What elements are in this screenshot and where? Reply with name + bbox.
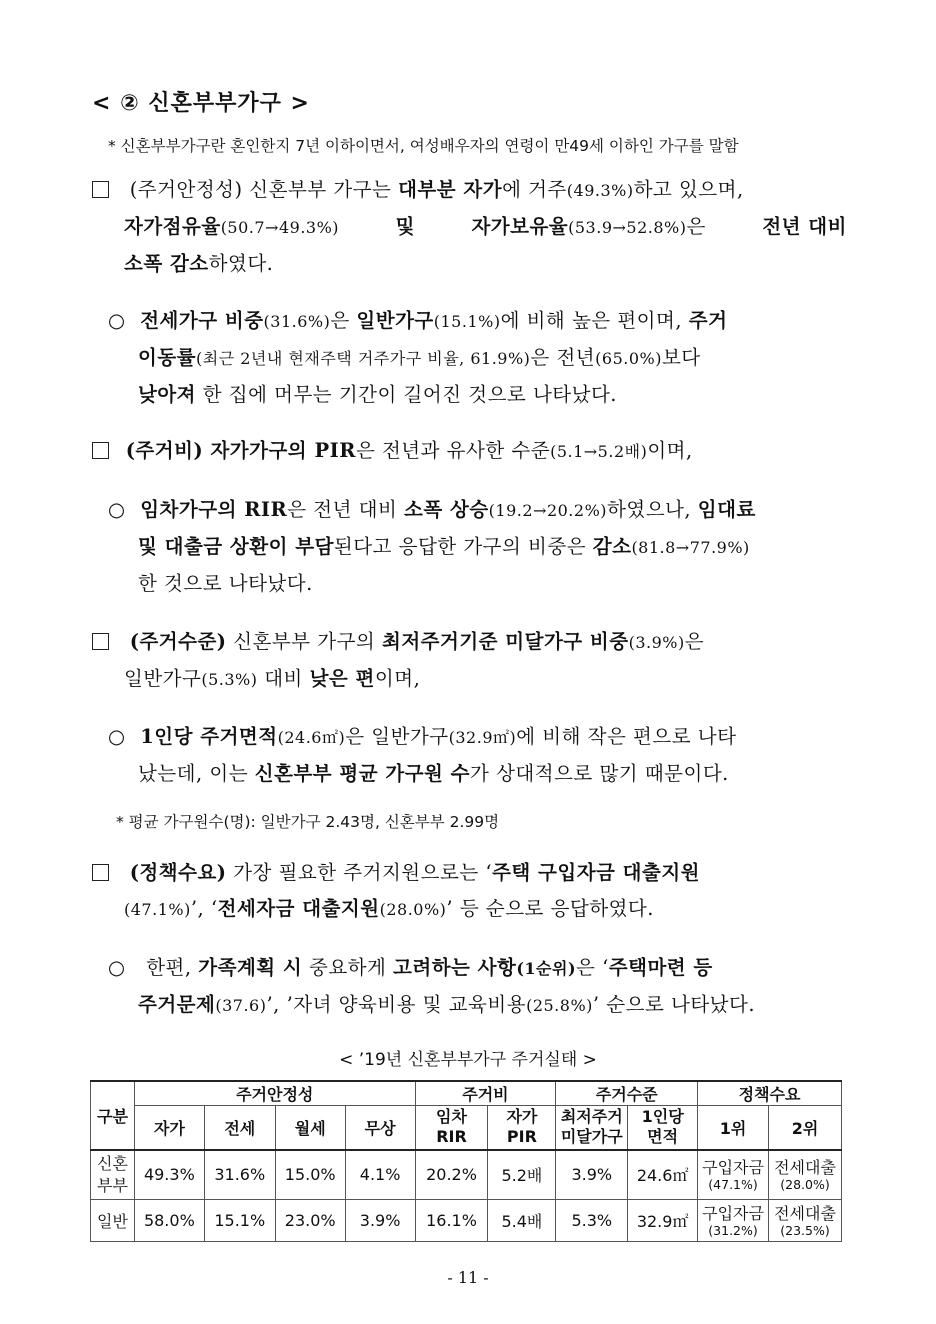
header-pir: 자가 PIR [488, 1106, 556, 1150]
table-caption: < ’19년 신혼부부가구 주거실태 > [339, 1050, 597, 1070]
circle-bullet-icon: ○ [108, 309, 126, 332]
table-row [91, 1150, 842, 1200]
table-cell: 전세대출 (28.0%) [769, 1150, 842, 1200]
table-row [91, 1200, 842, 1242]
table-cell: 20.2% [415, 1150, 488, 1200]
definition-note: * 신혼부부가구란 혼인한지 7년 이하이면서, 여성배우자의 연령이 만49세 이하인 가구를 말함 [108, 137, 739, 155]
checkbox-bullet-icon [92, 181, 109, 198]
header-monthly-rent: 월세 [275, 1106, 345, 1150]
table-cell: 15.1% [204, 1200, 275, 1242]
header-jeonse: 전세 [204, 1106, 275, 1150]
paragraph-stability-detail: ○ 전세가구 비중(31.6%)은 일반가구(15.1%)에 비해 높은 편이며, 주거 이동률(최근 2년내 현재주택 거주가구 비율, 61.9%)은 전년(65.0%)보다 낮아져 한 집에 머무는 기간이 길어진 것으로 나타났다. [108, 309, 728, 406]
row-label-general: 일반 [91, 1200, 135, 1242]
header-min-standard: 최저주거 미달가구 [556, 1106, 628, 1150]
table-cell: 3.9% [345, 1200, 415, 1242]
circle-bullet-icon: ○ [108, 498, 126, 521]
checkbox-bullet-icon [92, 442, 109, 459]
table-cell: 전세대출 (23.5%) [769, 1200, 842, 1242]
paragraph-policy: (정책수요) 가장 필요한 주거지원으로는 ‘주택 구입자금 대출지원 (47.1%)’, ‘전세자금 대출지원(28.0%)’ 등 순으로 응답하였다. [92, 855, 847, 928]
header-stability: 주거안정성 [134, 1081, 415, 1106]
table-cell: 3.9% [556, 1150, 628, 1200]
header-own: 자가 [134, 1106, 204, 1150]
header-policy: 정책수요 [698, 1081, 842, 1106]
circle-bullet-icon: ○ [108, 956, 126, 979]
table-cell: 15.0% [275, 1150, 345, 1200]
header-category: 구분 [91, 1081, 135, 1150]
paragraph-level: (주거수준) 신혼부부 가구의 최저주거기준 미달가구 비중(3.9%)은 일반가구(5.3%) 대비 낮은 편이며, [92, 624, 847, 698]
table-cell: 16.1% [415, 1200, 488, 1242]
table-cell: 24.6㎡ [628, 1150, 698, 1200]
table-cell: 5.4배 [488, 1200, 556, 1242]
section-title: < ② 신혼부부가구 > [92, 91, 310, 116]
table-cell: 32.9㎡ [628, 1200, 698, 1242]
table-cell: 5.3% [556, 1200, 628, 1242]
housing-status-table [90, 1080, 842, 1242]
header-area: 1인당 면적 [628, 1106, 698, 1150]
table-cell: 5.2배 [488, 1150, 556, 1200]
paragraph-cost: (주거비) 자가가구의 PIR은 전년과 유사한 수준(5.1→5.2배)이며, [92, 433, 847, 470]
table-cell: 31.6% [204, 1150, 275, 1200]
table-cell: 구입자금 (47.1%) [698, 1150, 769, 1200]
household-size-note: * 평균 가구원수(명): 일반가구 2.43명, 신혼부부 2.99명 [116, 813, 500, 831]
header-rir: 임차 RIR [415, 1106, 488, 1150]
table-cell: 49.3% [134, 1150, 204, 1200]
paragraph-cost-detail: ○ 임차가구의 RIR은 전년 대비 소폭 상승(19.2→20.2%)하였으나, 임대료 및 대출금 상환이 부담된다고 응답한 가구의 비중은 감소(81.8→77.9%) 한 것으로 나타났다. [108, 498, 756, 595]
checkbox-bullet-icon [92, 864, 109, 881]
header-cost: 주거비 [415, 1081, 556, 1106]
header-level: 주거수준 [556, 1081, 698, 1106]
checkbox-bullet-icon [92, 633, 109, 650]
page-number: - 11 - [447, 1268, 489, 1287]
table-cell: 구입자금 (31.2%) [698, 1200, 769, 1242]
table-cell: 4.1% [345, 1150, 415, 1200]
paragraph-level-detail: ○ 1인당 주거면적(24.6㎡)은 일반가구(32.9㎡)에 비해 작은 편으로 나타 났는데, 이는 신혼부부 평균 가구원 수가 상대적으로 많기 때문이다. [108, 725, 737, 785]
header-free: 무상 [345, 1106, 415, 1150]
table-cell: 23.0% [275, 1200, 345, 1242]
paragraph-policy-detail: ○ 한편, 가족계획 시 중요하게 고려하는 사항(1순위)은 ‘주택마련 등 주거문제(37.6)’, ’자녀 양육비용 및 교육비용(25.8%)’ 순으로 나타났다. [108, 956, 756, 1016]
header-rank1: 1위 [698, 1106, 769, 1150]
row-label-newlywed: 신혼 부부 [91, 1150, 135, 1200]
circle-bullet-icon: ○ [108, 725, 126, 748]
paragraph-stability: (주거안정성) 신혼부부 가구는 대부분 자가에 거주(49.3%)하고 있으며, 자가점유율(50.7→49.3%) 및 자가보유율(53.9→52.8%)은 전년 대비 소폭 감소하였다. [92, 172, 847, 282]
table-cell: 58.0% [134, 1200, 204, 1242]
header-rank2: 2위 [769, 1106, 842, 1150]
